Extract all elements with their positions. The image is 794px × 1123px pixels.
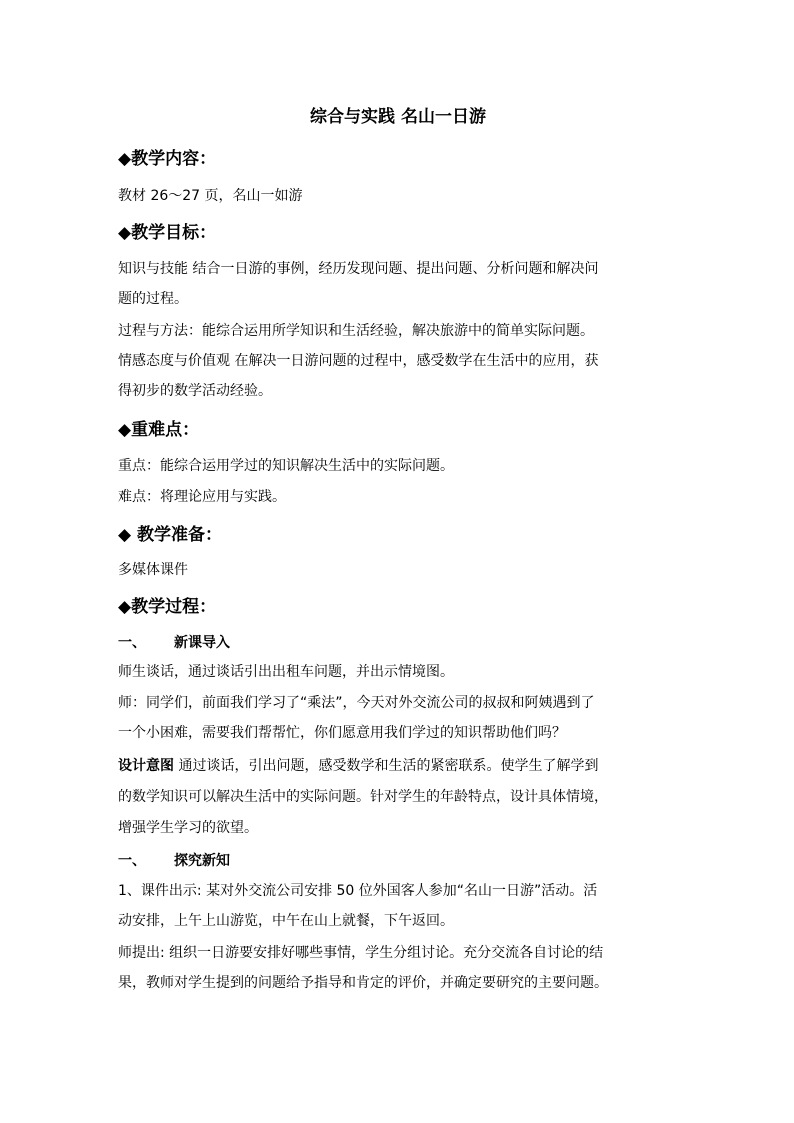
process-line: 师生谈话，通过谈话引出出租车问题，并出示情境图。: [118, 664, 454, 680]
goal-line: 情感态度与价值观 在解决一日游问题的过程中，感受数学在生活中的应用，获: [118, 353, 599, 369]
heading-preparation: ◆ 教学准备：: [118, 525, 222, 545]
key-point-line: 难点：将理论应用与实践。: [118, 489, 286, 505]
design-intent-line: 增强学生学习的欲望。: [118, 820, 258, 836]
part-title: 新课导入: [174, 635, 230, 651]
design-intent-label: 设计意图: [118, 758, 174, 774]
preparation-text: 多媒体课件: [118, 562, 188, 578]
process-line: 师提出: 组织一日游要安排好哪些事情，学生分组讨论。充分交流各自讨论的结: [118, 945, 604, 961]
process-line: 动安排，上午上山游览，中午在山上就餐，下午返回。: [118, 913, 454, 929]
goal-line: 题的过程。: [118, 291, 188, 307]
goal-line: 得初步的数学活动经验。: [118, 383, 272, 399]
process-line: 一个小困难，需要我们帮帮忙，你们愿意用我们学过的知识帮助他们吗？: [118, 725, 566, 741]
heading-goals: ◆教学目标：: [118, 223, 217, 243]
heading-content: ◆教学内容：: [118, 149, 217, 169]
heading-process: ◆教学过程：: [118, 597, 217, 617]
part-number: 一、: [118, 853, 146, 869]
part-number: 一、: [118, 635, 146, 651]
process-part2-title: [118, 850, 230, 872]
goal-line: 知识与技能 结合一日游的事例，经历发现问题、提出问题、分析问题和解决问: [118, 261, 599, 277]
part-title: 探究新知: [174, 853, 230, 869]
process-part1-title: [118, 632, 230, 654]
document-title: 综合与实践 名山一日游: [310, 107, 486, 127]
process-line: 1、课件出示: 某对外交流公司安排 50 位外国客人参加“名山一日游”活动。活: [118, 883, 598, 899]
design-intent-line: 的数学知识可以解决生活中的实际问题。针对学生的年龄特点，设计具体情境，: [118, 789, 608, 805]
process-line: 师：同学们，前面我们学习了“乘法”，今天对外交流公司的叔叔和阿姨遇到了: [118, 695, 595, 711]
process-line: 果，教师对学生提到的问题给予指导和肯定的评价，并确定要研究的主要问题。: [118, 975, 608, 991]
content-text: 教材 26～27 页，名山一如游: [118, 188, 303, 204]
key-point-line: 重点：能综合运用学过的知识解决生活中的实际问题。: [118, 458, 454, 474]
design-intent-text: 通过谈话，引出问题，感受数学和生活的紧密联系。使学生了解学到: [174, 758, 599, 774]
design-intent-line: [118, 755, 598, 777]
heading-key-points: ◆重难点：: [118, 420, 200, 440]
goal-line: 过程与方法：能综合运用所学知识和生活经验，解决旅游中的简单实际问题。: [118, 323, 594, 339]
